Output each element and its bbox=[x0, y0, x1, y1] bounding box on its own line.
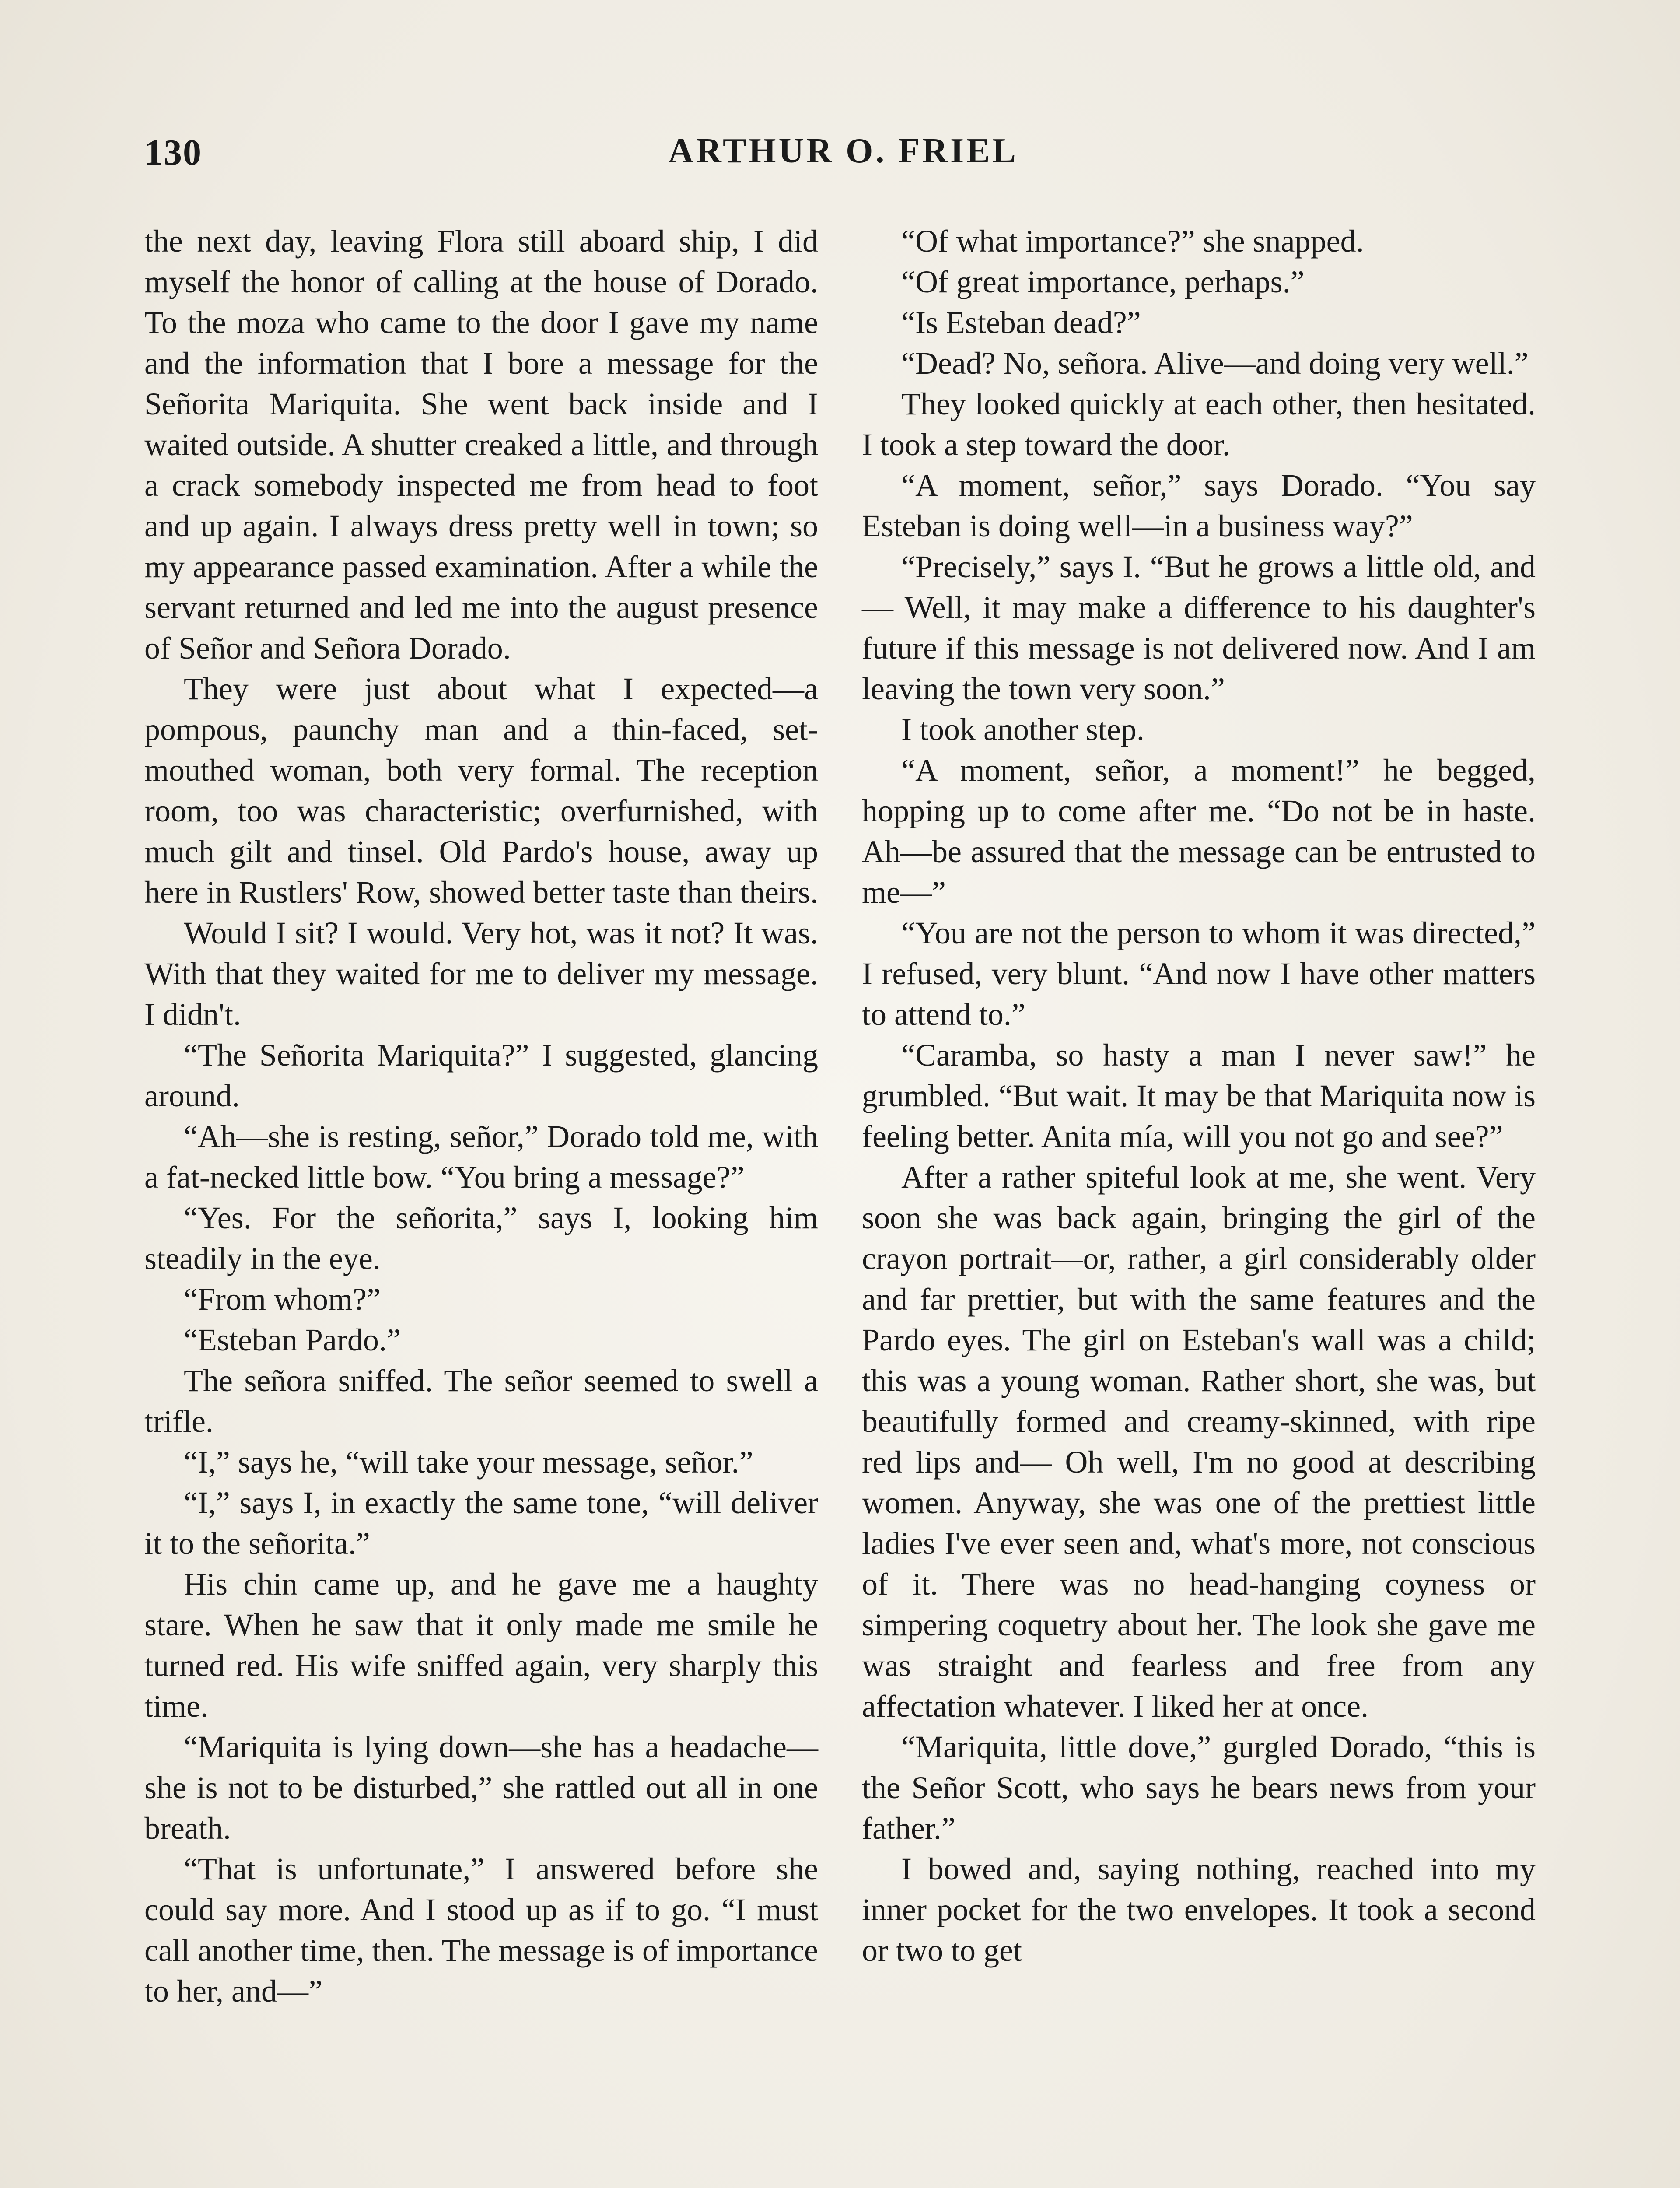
paragraph: Would I sit? I would. Very hot, was it not? It was. With that they waited for me to deliver my message. I didn't. bbox=[144, 915, 818, 1032]
paragraph: “Is Esteban dead?” bbox=[901, 305, 1141, 340]
paragraph: “You are not the person to whom it was directed,” I refused, very blunt. “And now I have other matters to attend to.” bbox=[862, 915, 1536, 1032]
left-column bbox=[144, 221, 818, 2012]
paragraph: “I,” says I, in exactly the same tone, “will deliver it to the señorita.” bbox=[144, 1485, 818, 1561]
page-header bbox=[144, 131, 1542, 179]
right-column bbox=[862, 221, 1536, 1971]
paragraph: “Dead? No, señora. Alive—and doing very well.” bbox=[901, 346, 1529, 381]
page-number: 130 bbox=[144, 132, 202, 173]
paragraph: “I,” says he, “will take your message, señor.” bbox=[184, 1445, 753, 1480]
paragraph: “A moment, señor, a moment!” he begged, hopping up to come after me. “Do not be in haste. Ah—be assured that the message can be entrusted to me—” bbox=[862, 753, 1536, 910]
paragraph: “From whom?” bbox=[184, 1282, 381, 1317]
paragraph: His chin came up, and he gave me a haughty stare. When he saw that it only made me smile he turned red. His wife sniffed again, very sharply this time. bbox=[144, 1567, 818, 1724]
paragraph: I bowed and, saying nothing, reached into my inner pocket for the two envelopes. It took a second or two to get bbox=[862, 1851, 1536, 1968]
paragraph: “Mariquita is lying down—she has a headache—she is not to be disturbed,” she rattled out all in one breath. bbox=[144, 1729, 818, 1846]
paragraph: “A moment, señor,” says Dorado. “You say Esteban is doing well—in a business way?” bbox=[862, 468, 1536, 543]
paragraph: “The Señorita Mariquita?” I suggested, glancing around. bbox=[144, 1038, 818, 1113]
paragraph: “Of great importance, perhaps.” bbox=[901, 264, 1305, 299]
paragraph: the next day, leaving Flora still aboard ship, I did myself the honor of calling at the house of Dorado. To the moza who came to the door I gave my name and the information that I bore a message for the Señorita Mariquita. She went back inside and I waited outside. A shutter creaked a little, and through a crack somebody inspected me from head to foot and up again. I always dress pretty well in town; so my appearance passed examination. After a while the servant returned and led me into the august presence of Señor and Señora Dorado. bbox=[144, 224, 818, 666]
paragraph: “Caramba, so hasty a man I never saw!” he grumbled. “But wait. It may be that Mariquita now is feeling better. Anita mía, will you not go and see?” bbox=[862, 1038, 1536, 1154]
paragraph: “Precisely,” says I. “But he grows a little old, and— Well, it may make a difference to his daughter's future if this message is not delivered now. And I am leaving the town very soon.” bbox=[862, 549, 1536, 706]
paragraph: They looked quickly at each other, then hesitated. I took a step toward the door. bbox=[862, 386, 1536, 462]
paragraph: “Ah—she is resting, señor,” Dorado told me, with a fat-necked little bow. “You bring a message?” bbox=[144, 1119, 818, 1195]
paragraph: “Esteban Pardo.” bbox=[184, 1322, 401, 1357]
running-head: ARTHUR O. FRIEL bbox=[668, 132, 1018, 170]
paragraph: They were just about what I expected—a pompous, paunchy man and a thin-faced, set-mouthed woman, both very formal. The reception room, too was characteristic; overfurnished, with much gilt and tinsel. Old Pardo's house, away up here in Rustlers' Row, showed better taste than theirs. bbox=[144, 671, 818, 910]
paragraph: I took another step. bbox=[901, 712, 1144, 747]
paragraph: “Mariquita, little dove,” gurgled Dorado, “this is the Señor Scott, who says he bears news from your father.” bbox=[862, 1729, 1536, 1846]
paragraph: “Of what importance?” she snapped. bbox=[901, 224, 1364, 259]
paragraph: “Yes. For the señorita,” says I, looking him steadily in the eye. bbox=[144, 1200, 818, 1276]
paragraph: The señora sniffed. The señor seemed to swell a trifle. bbox=[144, 1363, 818, 1439]
paragraph: “That is unfortunate,” I answered before she could say more. And I stood up as if to go. “I must call another time, then. The message is of importance to her, and—” bbox=[144, 1851, 818, 2009]
paragraph: After a rather spiteful look at me, she went. Very soon she was back again, bringing the girl of the crayon portrait—or, rather, a girl considerably older and far prettier, but with the same features and the Pardo eyes. The girl on Esteban's wall was a child; this was a young woman. Rather short, she was, but beautifully formed and creamy-skinned, with ripe red lips and— Oh well, I'm no good at describing women. Anyway, she was one of the prettiest little ladies I've ever seen and, what's more, not conscious of it. There was no head-hanging coyness or simpering coquetry about her. The look she gave me was straight and fearless and free from any affectation whatever. I liked her at once. bbox=[862, 1160, 1536, 1724]
